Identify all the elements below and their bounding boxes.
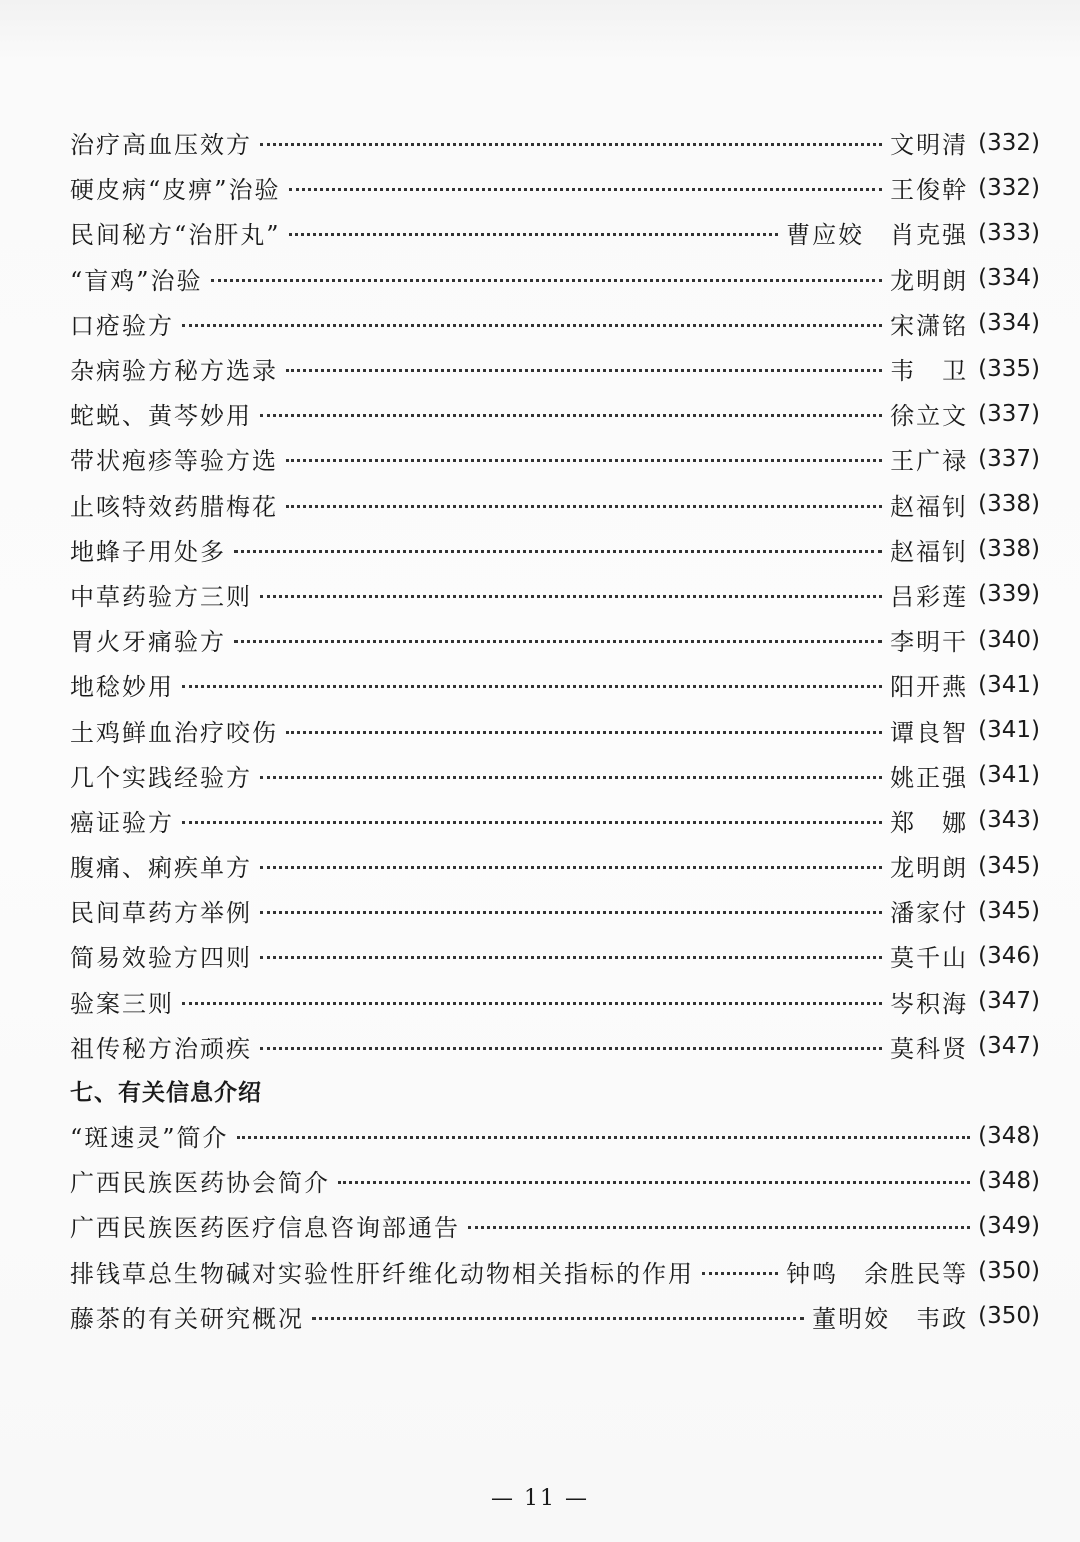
toc-entry-author: 宋潇铭 — [890, 311, 969, 340]
toc-entry-title: 简易效验方四则 — [70, 944, 252, 973]
toc-entry-page: (349) — [978, 1212, 1040, 1239]
toc-entry-author: 王俊幹 — [890, 176, 969, 205]
toc-entry-page: (338) — [978, 491, 1040, 518]
toc-entry-author: 谭良智 — [890, 718, 969, 747]
toc-entry-page: (338) — [978, 536, 1040, 563]
toc-entry — [70, 1294, 1040, 1339]
toc-entry-author: 龙明朗 — [890, 266, 969, 295]
dot-leader — [182, 821, 882, 824]
toc-entry-page: (348) — [978, 1122, 1040, 1149]
toc-entry-author: 龙明朗 — [890, 854, 969, 883]
toc-entry-author: 文明清 — [890, 131, 969, 160]
toc-entry-title: 排钱草总生物碱对实验性肝纤维化动物相关指标的作用 — [70, 1259, 694, 1288]
toc-entry-page: (350) — [978, 1258, 1040, 1285]
dot-leader — [286, 459, 882, 462]
dot-leader — [182, 1002, 882, 1005]
dot-leader — [260, 143, 882, 146]
toc-entry-page: (345) — [978, 897, 1040, 924]
toc-entry-title: 广西民族医药协会简介 — [70, 1169, 330, 1198]
page-number-footer: — 11 — — [491, 1486, 589, 1511]
dot-leader — [260, 1047, 882, 1050]
toc-entry-title: 蛇蜕、黄芩妙用 — [70, 402, 252, 431]
toc-entry — [70, 979, 1040, 1024]
toc-entry — [70, 1158, 1040, 1203]
dot-leader — [312, 1317, 804, 1320]
toc-entry — [70, 482, 1040, 527]
toc-entry-title: 带状疱疹等验方选 — [70, 447, 278, 476]
toc-entry — [70, 165, 1040, 210]
dot-leader — [182, 324, 882, 327]
toc-list — [70, 120, 1040, 1069]
toc-entry-title: 胃火牙痛验方 — [70, 628, 226, 657]
toc-entry-page: (347) — [978, 988, 1040, 1015]
toc-entry-title: 土鸡鲜血治疗咬伤 — [70, 718, 278, 747]
toc-entry-author: 莫科贤 — [890, 1034, 969, 1063]
toc-entry — [70, 436, 1040, 481]
toc-entry-title: 止咳特效药腊梅花 — [70, 492, 278, 521]
toc-entry-author: 王广禄 — [890, 447, 969, 476]
toc-entry-title: 癌证验方 — [70, 808, 174, 837]
toc-entry-author: 徐立文 — [890, 402, 969, 431]
toc-entry — [70, 933, 1040, 978]
toc-entry — [70, 1113, 1040, 1158]
toc-entry — [70, 210, 1040, 255]
toc-entry-title: 祖传秘方治顽疾 — [70, 1034, 252, 1063]
toc-entry-author: 阳开燕 — [890, 673, 969, 702]
toc-entry — [70, 617, 1040, 662]
toc-entry-title: 治疗高血压效方 — [70, 131, 252, 160]
toc-entry-page: (343) — [978, 807, 1040, 834]
dot-leader — [468, 1226, 970, 1229]
toc-entry-title: 口疮验方 — [70, 311, 174, 340]
toc-entry — [70, 256, 1040, 301]
toc-entry-page: (337) — [978, 445, 1040, 472]
toc-entry-title: 地稔妙用 — [70, 673, 174, 702]
dot-leader — [702, 1272, 778, 1275]
toc-entry-page: (340) — [978, 626, 1040, 653]
dot-leader — [289, 188, 883, 191]
toc-entry — [70, 391, 1040, 436]
toc-list — [70, 1113, 1040, 1339]
toc-entry — [70, 120, 1040, 165]
toc-entry — [70, 301, 1040, 346]
dot-leader — [237, 1136, 971, 1139]
section-heading: 七、有关信息介绍 — [70, 1080, 262, 1107]
toc-entry-title: “盲鸡”治验 — [70, 266, 203, 295]
toc-entry — [70, 888, 1040, 933]
dot-leader — [260, 595, 882, 598]
toc-entry-page: (339) — [978, 581, 1040, 608]
toc-entry-title: 几个实践经验方 — [70, 763, 252, 792]
toc-entry-page: (337) — [978, 400, 1040, 427]
toc-entry-title: “斑速灵”简介 — [70, 1124, 229, 1153]
toc-entry-author: 岑积海 — [890, 989, 969, 1018]
dot-leader — [260, 866, 882, 869]
toc-entry-page: (345) — [978, 852, 1040, 879]
toc-entry-author: 赵福钊 — [890, 537, 969, 566]
toc-entry-title: 验案三则 — [70, 989, 174, 1018]
toc-entry-title: 地蜂子用处多 — [70, 537, 226, 566]
toc-entry-author: 赵福钊 — [890, 492, 969, 521]
toc-entry-title: 广西民族医药医疗信息咨询部通告 — [70, 1214, 460, 1243]
dot-leader — [260, 956, 882, 959]
toc-entry-page: (333) — [978, 219, 1040, 246]
toc-entry-page: (350) — [978, 1303, 1040, 1330]
toc-entry-author: 钟鸣 余胜民等 — [786, 1259, 969, 1288]
toc-entry — [70, 1024, 1040, 1069]
toc-entry — [70, 798, 1040, 843]
toc-entry-page: (332) — [978, 129, 1040, 156]
dot-leader — [182, 685, 882, 688]
toc-entry-author: 董明姣 韦政 — [812, 1304, 969, 1333]
toc-entry — [70, 1249, 1040, 1294]
dot-leader — [338, 1181, 970, 1184]
toc-entry-title: 藤茶的有关研究概况 — [70, 1304, 304, 1333]
toc-entry-title: 硬皮病“皮痹”治验 — [70, 176, 281, 205]
toc-entry — [70, 1203, 1040, 1248]
toc-entry-author: 韦 卫 — [890, 357, 969, 386]
toc-entry-page: (347) — [978, 1033, 1040, 1060]
toc-entry-author: 吕彩莲 — [890, 582, 969, 611]
dot-leader — [286, 369, 882, 372]
toc-entry-page: (346) — [978, 942, 1040, 969]
toc-entry-author: 郑 娜 — [890, 808, 969, 837]
dot-leader — [260, 414, 882, 417]
toc-entry-title: 民间秘方“治肝丸” — [70, 221, 281, 250]
toc-entry — [70, 753, 1040, 798]
toc-entry-page: (341) — [978, 762, 1040, 789]
toc-entry-page: (341) — [978, 671, 1040, 698]
dot-leader — [260, 776, 882, 779]
toc-entry-page: (348) — [978, 1167, 1040, 1194]
toc-entry-author: 潘家付 — [890, 899, 969, 928]
toc-entry-page: (332) — [978, 174, 1040, 201]
dot-leader — [289, 233, 779, 236]
table-of-contents — [70, 120, 1040, 1339]
toc-entry — [70, 346, 1040, 391]
dot-leader — [286, 505, 882, 508]
toc-entry — [70, 662, 1040, 707]
toc-entry-author: 李明干 — [890, 628, 969, 657]
dot-leader — [286, 731, 882, 734]
dot-leader — [211, 279, 883, 282]
dot-leader — [234, 640, 882, 643]
toc-entry-title: 民间草药方举例 — [70, 899, 252, 928]
toc-entry-page: (341) — [978, 717, 1040, 744]
toc-entry-author: 曹应姣 肖克强 — [786, 221, 969, 250]
toc-entry-page: (334) — [978, 310, 1040, 337]
toc-entry-author: 莫千山 — [890, 944, 969, 973]
dot-leader — [234, 550, 882, 553]
toc-entry — [70, 843, 1040, 888]
toc-entry-page: (335) — [978, 355, 1040, 382]
toc-entry-title: 杂病验方秘方选录 — [70, 357, 278, 386]
dot-leader — [260, 911, 882, 914]
toc-entry — [70, 527, 1040, 572]
toc-entry-page: (334) — [978, 265, 1040, 292]
toc-entry-author: 姚正强 — [890, 763, 969, 792]
toc-entry — [70, 572, 1040, 617]
toc-entry-title: 中草药验方三则 — [70, 582, 252, 611]
toc-entry-title: 腹痛、痢疾单方 — [70, 854, 252, 883]
toc-entry — [70, 707, 1040, 752]
